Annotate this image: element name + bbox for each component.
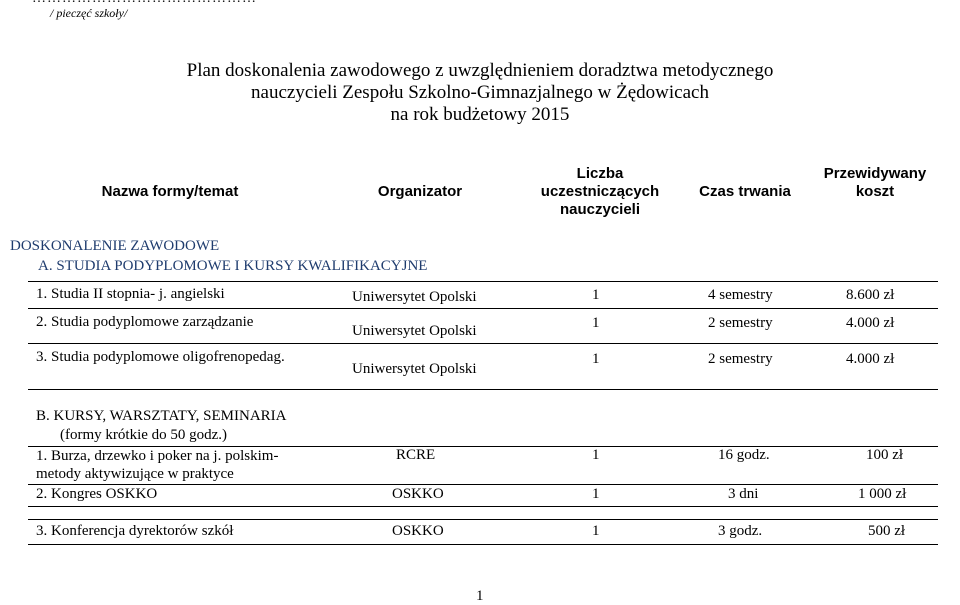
row-count: 1 — [592, 287, 600, 303]
column-header-cost-2: koszt — [855, 183, 895, 200]
row-name: 3. Studia podyplomowe oligofrenopedag. — [36, 349, 285, 365]
row-count: 1 — [592, 315, 600, 331]
row-duration: 3 dni — [728, 486, 759, 502]
column-header-participants-1: Liczba — [576, 165, 624, 182]
divider-line — [28, 544, 938, 545]
column-header-name: Nazwa formy/temat — [101, 183, 239, 200]
row-cost: 1 000 zł — [858, 486, 907, 502]
row-name: 1. Burza, drzewko i poker na j. polskim- — [36, 448, 279, 464]
divider-line — [28, 519, 938, 520]
section-main-heading: DOSKONALENIE ZAWODOWE — [10, 238, 220, 254]
row-count: 1 — [592, 486, 600, 502]
divider-line — [28, 389, 938, 390]
row-name-continued: metody aktywizujące w praktyce — [36, 466, 234, 482]
row-cost: 100 zł — [866, 447, 904, 463]
row-organizer: Uniwersytet Opolski — [352, 323, 477, 339]
column-header-duration: Czas trwania — [699, 183, 791, 200]
row-cost: 4.000 zł — [846, 351, 895, 367]
document-title-line-3: na rok budżetowy 2015 — [390, 104, 570, 125]
section-b-subheading: (formy krótkie do 50 godz.) — [60, 427, 228, 443]
section-b-heading: B. KURSY, WARSZTATY, SEMINARIA — [36, 408, 287, 424]
row-count: 1 — [592, 351, 600, 367]
row-name: 3. Konferencja dyrektorów szkół — [36, 523, 234, 539]
row-organizer: OSKKO — [392, 486, 444, 502]
row-duration: 16 godz. — [718, 447, 770, 463]
row-name: 2. Kongres OSKKO — [36, 486, 158, 502]
row-duration: 2 semestry — [708, 351, 773, 367]
row-cost: 8.600 zł — [846, 287, 895, 303]
school-stamp-label: / pieczęć szkoły/ — [50, 6, 128, 20]
page-number: 1 — [476, 588, 484, 604]
divider-line — [28, 446, 938, 447]
divider-line — [28, 506, 938, 507]
document-title-line-1: Plan doskonalenia zawodowego z uwzględnieniem doradztwa metodycznego — [186, 60, 774, 81]
row-organizer: RCRE — [396, 447, 436, 463]
column-header-organizer: Organizator — [377, 183, 463, 200]
row-organizer: Uniwersytet Opolski — [352, 361, 477, 377]
column-header-cost-1: Przewidywany — [823, 165, 927, 182]
row-duration: 4 semestry — [708, 287, 773, 303]
row-cost: 4.000 zł — [846, 315, 895, 331]
divider-line — [28, 281, 938, 282]
row-name: 2. Studia podyplomowe zarządzanie — [36, 314, 254, 330]
column-header-participants-3: nauczycieli — [559, 201, 641, 218]
row-count: 1 — [592, 447, 600, 463]
row-count: 1 — [592, 523, 600, 539]
row-organizer: OSKKO — [392, 523, 444, 539]
divider-line — [28, 484, 938, 485]
divider-line — [28, 308, 938, 309]
column-header-participants-2: uczestniczących — [540, 183, 660, 200]
document-title-line-2: nauczycieli Zespołu Szkolno-Gimnazjalnego w Żędowicach — [251, 82, 709, 103]
row-name: 1. Studia II stopnia- j. angielski — [36, 286, 225, 302]
section-a-heading: A. STUDIA PODYPLOMOWE I KURSY KWALIFIKACYJNE — [38, 258, 428, 274]
divider-line — [28, 343, 938, 344]
row-cost: 500 zł — [868, 523, 906, 539]
row-organizer: Uniwersytet Opolski — [352, 289, 477, 305]
row-duration: 2 semestry — [708, 315, 773, 331]
row-duration: 3 godz. — [718, 523, 763, 539]
